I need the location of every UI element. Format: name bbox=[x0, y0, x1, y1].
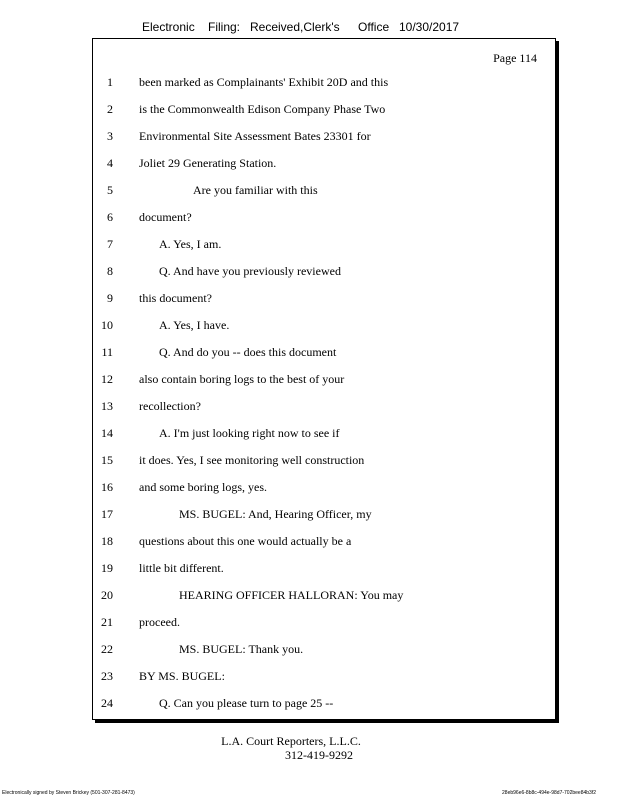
line-text: questions about this one would actually be a bbox=[139, 534, 352, 548]
line-number: 2 bbox=[107, 102, 113, 116]
transcript-line bbox=[93, 75, 555, 91]
line-text: MS. BUGEL: And, Hearing Officer, my bbox=[179, 507, 372, 521]
line-number: 18 bbox=[101, 534, 113, 548]
line-number: 16 bbox=[101, 480, 113, 494]
header-word-filing: Filing: bbox=[208, 20, 241, 34]
line-number: 17 bbox=[101, 507, 113, 521]
line-number: 20 bbox=[101, 588, 113, 602]
transcript-line bbox=[93, 696, 555, 712]
transcript-line bbox=[93, 534, 555, 550]
transcript-line bbox=[93, 642, 555, 658]
line-text: also contain boring logs to the best of your bbox=[139, 372, 345, 386]
line-text: little bit different. bbox=[139, 561, 224, 575]
transcript-line bbox=[93, 372, 555, 388]
header-word-received: Received,Clerk's bbox=[250, 20, 340, 34]
line-text: Q. And do you -- does this document bbox=[159, 345, 337, 359]
transcript-page bbox=[92, 38, 556, 720]
reporter-phone: 312-419-9292 bbox=[285, 748, 353, 762]
transcript-line bbox=[93, 669, 555, 685]
transcript-line bbox=[93, 453, 555, 469]
transcript-line bbox=[93, 426, 555, 442]
line-text: this document? bbox=[139, 291, 212, 305]
line-number: 13 bbox=[101, 399, 113, 413]
transcript-line bbox=[93, 102, 555, 118]
transcript-line bbox=[93, 561, 555, 577]
transcript-line bbox=[93, 264, 555, 280]
line-text: HEARING OFFICER HALLORAN: You may bbox=[179, 588, 404, 602]
line-number: 14 bbox=[101, 426, 113, 440]
line-number: 12 bbox=[101, 372, 113, 386]
line-number: 1 bbox=[107, 75, 113, 89]
line-number: 10 bbox=[101, 318, 113, 332]
line-number: 19 bbox=[101, 561, 113, 575]
line-text: A. Yes, I am. bbox=[159, 237, 222, 251]
line-number: 6 bbox=[107, 210, 113, 224]
line-number: 9 bbox=[107, 291, 113, 305]
line-text: proceed. bbox=[139, 615, 180, 629]
line-text: it does. Yes, I see monitoring well construction bbox=[139, 453, 365, 467]
line-number: 4 bbox=[107, 156, 113, 170]
line-number: 5 bbox=[107, 183, 113, 197]
transcript-line bbox=[93, 399, 555, 415]
transcript-line bbox=[93, 480, 555, 496]
transcript-line bbox=[93, 588, 555, 604]
line-text: Q. And have you previously reviewed bbox=[159, 264, 341, 278]
line-number: 21 bbox=[101, 615, 113, 629]
line-number: 8 bbox=[107, 264, 113, 278]
transcript-line bbox=[93, 615, 555, 631]
transcript-line bbox=[93, 345, 555, 361]
line-number: 15 bbox=[101, 453, 113, 467]
transcript-line bbox=[93, 507, 555, 523]
line-number: 3 bbox=[107, 129, 113, 143]
transcript-line bbox=[93, 183, 555, 199]
filing-header bbox=[142, 20, 482, 36]
line-text: A. Yes, I have. bbox=[159, 318, 230, 332]
header-word-electronic: Electronic bbox=[142, 20, 195, 34]
line-text: Are you familiar with this bbox=[193, 183, 318, 197]
line-text: BY MS. BUGEL: bbox=[139, 669, 225, 683]
line-text: been marked as Complainants' Exhibit 20D and this bbox=[139, 75, 389, 89]
line-text: A. I'm just looking right now to see if bbox=[159, 426, 340, 440]
line-text: document? bbox=[139, 210, 192, 224]
transcript-line bbox=[93, 318, 555, 334]
line-text: recollection? bbox=[139, 399, 201, 413]
header-date: 10/30/2017 bbox=[399, 20, 460, 34]
document-hash: 28eb96e6-8b8c-494e-98d7-702bee84b3f2 bbox=[502, 790, 596, 796]
line-number: 7 bbox=[107, 237, 113, 251]
transcript-line bbox=[93, 291, 555, 307]
line-text: MS. BUGEL: Thank you. bbox=[179, 642, 304, 656]
line-number: 11 bbox=[101, 345, 113, 359]
line-text: is the Commonwealth Edison Company Phase Two bbox=[139, 102, 386, 116]
page-number: Page 114 bbox=[493, 51, 537, 65]
line-text: Environmental Site Assessment Bates 23301 for bbox=[139, 129, 371, 143]
line-number: 22 bbox=[101, 642, 113, 656]
line-text: Joliet 29 Generating Station. bbox=[139, 156, 277, 170]
line-text: Q. Can you please turn to page 25 -- bbox=[159, 696, 334, 710]
transcript-line bbox=[93, 237, 555, 253]
electronic-signature: Electronically signed by Steven Brickey (501-307-281-8473) bbox=[2, 790, 135, 796]
header-word-office: Office bbox=[358, 20, 390, 34]
line-number: 24 bbox=[101, 696, 113, 710]
line-number: 23 bbox=[101, 669, 113, 683]
transcript-line bbox=[93, 156, 555, 172]
transcript-line bbox=[93, 129, 555, 145]
reporter-firm: L.A. Court Reporters, L.L.C. bbox=[221, 734, 361, 748]
transcript-line bbox=[93, 210, 555, 226]
line-text: and some boring logs, yes. bbox=[139, 480, 267, 494]
